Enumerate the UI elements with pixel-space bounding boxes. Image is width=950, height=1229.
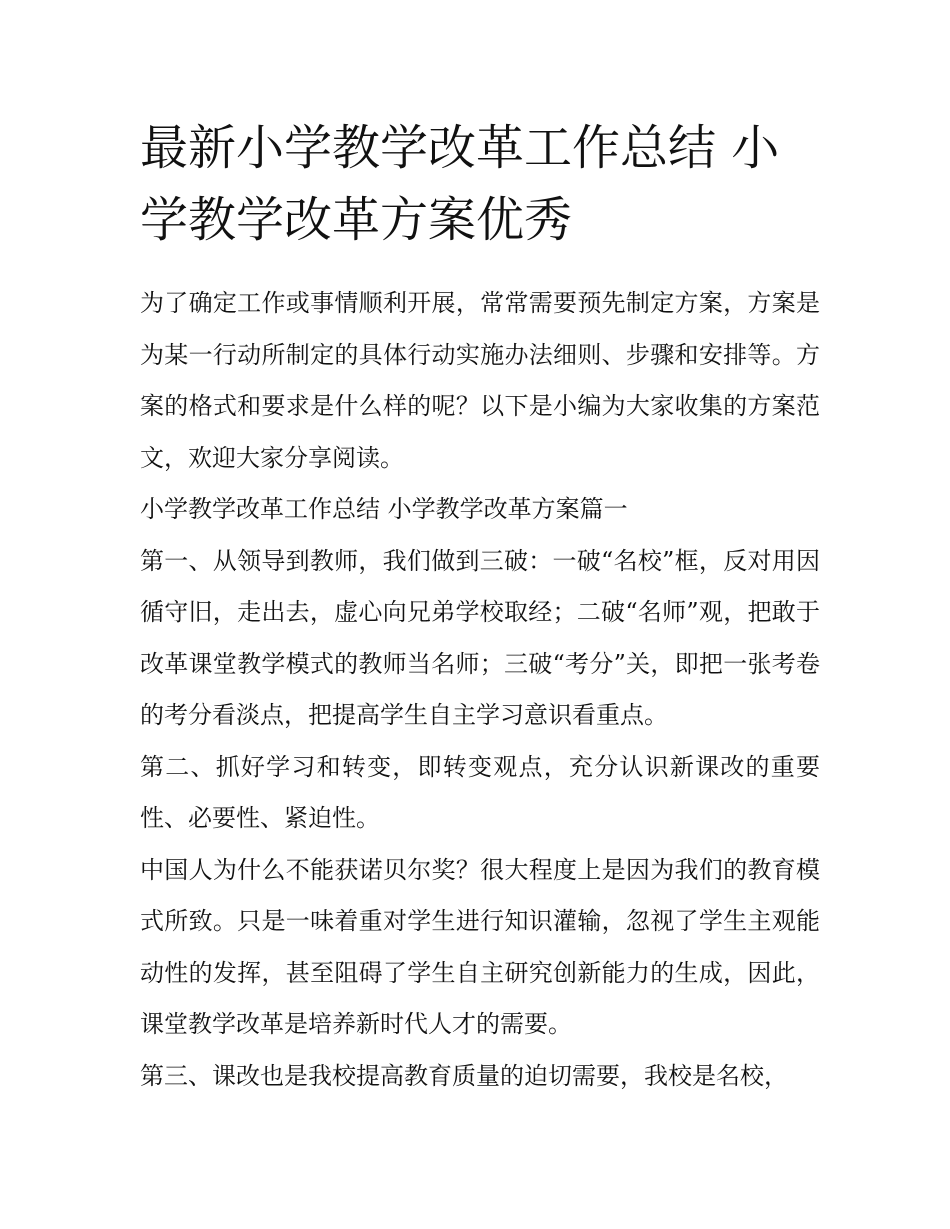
document-page xyxy=(140,112,820,1102)
body-paragraph-second: 第二、抓好学习和转变，即转变观点，充分认识新课改的重要性、必要性、紧迫性。 xyxy=(140,752,820,832)
body-paragraph-third: 第三、课改也是我校提高教育质量的迫切需要，我校是名校， xyxy=(140,1061,788,1090)
document-title: 最新小学教学改革工作总结 小学教学改革方案优秀 xyxy=(140,120,780,248)
intro-paragraph: 为了确定工作或事情顺利开展，常常需要预先制定方案，方案是为某一行动所制定的具体行动实施办法细则、步骤和安排等。方案的格式和要求是什么样的呢？以下是小编为大家收集的方案范文，欢迎大家分享阅读。 xyxy=(140,289,820,472)
body-paragraph-first: 第一、从领导到教师，我们做到三破：一破“名校”框，反对用因循守旧，走出去，虚心向兄弟学校取经；二破“名师”观，把敢于改革课堂教学模式的教师当名师；三破“考分”关，即把一张考卷的考分看淡点，把提高学生自主学习意识看重点。 xyxy=(140,546,820,729)
body-paragraph-nobel: 中国人为什么不能获诺贝尔奖？很大程度上是因为我们的教育模式所致。只是一味着重对学生进行知识灌输，忽视了学生主观能动性的发挥，甚至阻碍了学生自主研究创新能力的生成，因此，课堂教学改革是培养新时代人才的需要。 xyxy=(140,855,820,1038)
section-heading: 小学教学改革工作总结 小学教学改革方案篇一 xyxy=(140,495,628,523)
